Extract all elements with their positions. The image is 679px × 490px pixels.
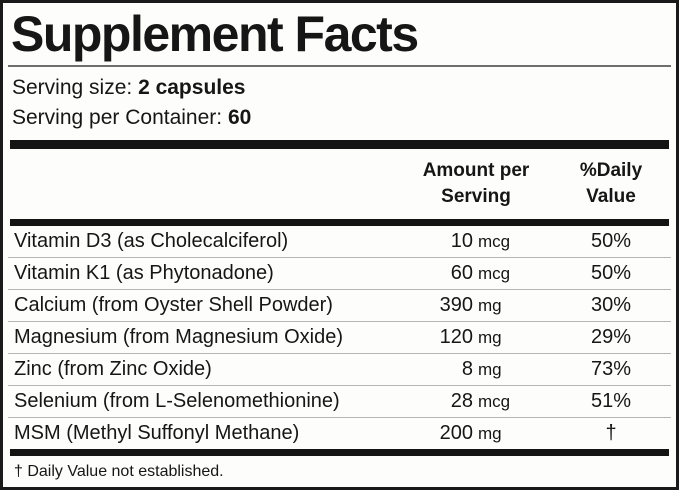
table-row (8, 289, 671, 321)
column-header-amount-line1: Amount per (422, 159, 530, 181)
ingredient-name: Vitamin D3 (as Cholecalciferol) (14, 230, 289, 253)
ingredient-daily-value: 50% (590, 230, 632, 253)
amount-number: 8 (461, 358, 473, 381)
serving-size-value: 2 capsules (138, 76, 246, 99)
ingredient-amount (401, 358, 551, 381)
ingredient-daily-value: 50% (590, 262, 632, 285)
amount-unit: mg (478, 424, 502, 444)
ingredient-amount (401, 422, 551, 445)
ingredient-daily-value: 51% (590, 390, 632, 413)
ingredient-daily-value: 73% (590, 358, 632, 381)
ingredient-amount (401, 326, 551, 349)
column-header-daily-value (551, 158, 671, 211)
ingredient-table (8, 226, 671, 449)
ingredient-daily-value: 30% (590, 294, 632, 317)
amount-unit: mcg (478, 232, 511, 252)
ingredient-name: MSM (Methyl Suffonyl Methane) (14, 422, 300, 445)
ingredient-name: Magnesium (from Magnesium Oxide) (14, 326, 343, 349)
amount-unit: mg (478, 360, 502, 380)
table-header-row (8, 149, 671, 219)
column-header-amount (401, 158, 551, 211)
amount-number: 10 (450, 230, 473, 253)
serving-size-line (8, 73, 671, 103)
label-title: Supplement Facts (11, 6, 418, 62)
ingredient-amount (401, 294, 551, 317)
ingredient-amount (401, 262, 551, 285)
serving-size-label: Serving size: (12, 76, 139, 99)
amount-number: 390 (439, 294, 473, 317)
ingredient-name: Vitamin K1 (as Phytonadone) (14, 262, 274, 285)
servings-per-container-line (8, 103, 671, 133)
table-row (8, 385, 671, 417)
title-divider (8, 65, 671, 67)
ingredient-amount (401, 390, 551, 413)
table-row (8, 321, 671, 353)
table-row (8, 417, 671, 449)
divider-bar-bottom (10, 449, 669, 456)
amount-unit: mcg (478, 392, 511, 412)
column-header-amount-line2: Serving (441, 186, 511, 208)
table-row (8, 353, 671, 385)
table-row (8, 257, 671, 289)
table-row (8, 226, 671, 257)
amount-unit: mcg (478, 264, 511, 284)
ingredient-name: Selenium (from L-Selenomethionine) (14, 390, 340, 413)
amount-number: 28 (450, 390, 473, 413)
amount-number: 60 (450, 262, 473, 285)
ingredient-daily-value: † (605, 422, 617, 445)
amount-number: 120 (439, 326, 473, 349)
ingredient-name: Calcium (from Oyster Shell Powder) (14, 294, 333, 317)
ingredient-name: Zinc (from Zinc Oxide) (14, 358, 212, 381)
divider-bar-top (10, 140, 669, 148)
ingredient-daily-value: 29% (590, 326, 632, 349)
servings-per-container-value: 60 (227, 105, 252, 129)
amount-unit: mg (478, 296, 502, 316)
servings-per-container-label: Serving per Container: (12, 105, 228, 129)
amount-number: 200 (439, 422, 473, 445)
divider-bar-middle (10, 219, 669, 226)
ingredient-amount (401, 230, 551, 253)
amount-unit: mg (478, 328, 502, 348)
footnote: † Daily Value not established. (14, 462, 224, 480)
column-header-dv-line1: %Daily (579, 159, 643, 181)
column-header-dv-line2: Value (586, 186, 636, 208)
